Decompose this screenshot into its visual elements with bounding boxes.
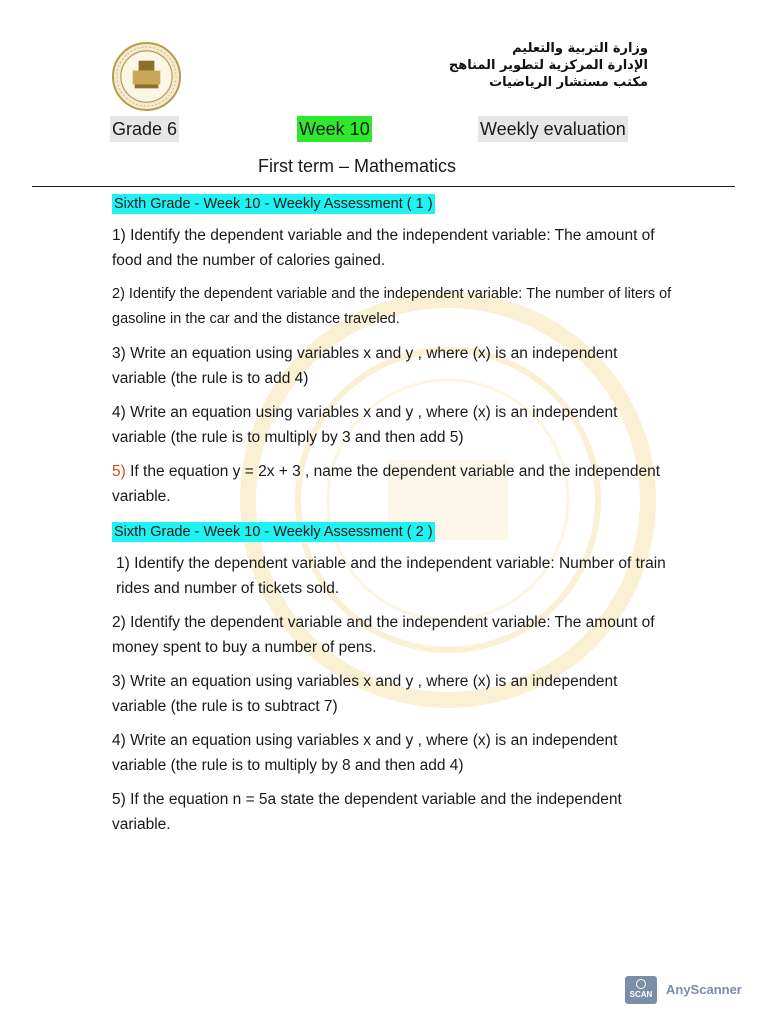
term-subject-title: First term – Mathematics <box>258 156 457 176</box>
question-item: 5) If the equation n = 5a state the dependent variable and the independent variable. <box>112 791 622 833</box>
ministry-seal-logo <box>111 41 182 112</box>
arabic-line-3: مكتب مستشار الرياضيات <box>489 75 648 90</box>
scan-badge-label: SCAN <box>629 990 653 999</box>
question-item: 3) Write an equation using variables x and y , where (x) is an independent variable (the rule is to add 4) <box>112 345 618 387</box>
arabic-line-2: الإدارة المركزية لتطوير المناهج <box>448 58 648 73</box>
ministry-header-arabic <box>388 40 648 91</box>
question-item: 2) Identify the dependent variable and the independent variable: The number of liters of gasoline in the car and the distance traveled. <box>112 286 672 327</box>
assessments-content <box>112 190 672 846</box>
question-item: 1) Identify the dependent variable and the independent variable: The amount of food and the number of calories gained. <box>112 227 655 269</box>
scan-app-icon <box>625 976 657 1004</box>
header-divider <box>32 186 735 187</box>
question-item <box>112 459 672 509</box>
question-text: If the equation y = 2x + 3 , name the dependent variable and the independent variable. <box>112 463 661 505</box>
question-number: 5) <box>112 463 126 480</box>
assessment-heading: Sixth Grade - Week 10 - Weekly Assessment ( 2 ) <box>114 524 433 540</box>
arabic-line-1: وزارة التربية والتعليم <box>512 41 648 56</box>
question-item: 1) Identify the dependent variable and the independent variable: Number of train rides and number of tickets sold. <box>116 555 666 597</box>
evaluation-label: Weekly evaluation <box>478 116 628 142</box>
question-item: 4) Write an equation using variables x and y , where (x) is an independent variable (the rule is to multiply by 3 and then add 5) <box>112 404 618 446</box>
question-item: 3) Write an equation using variables x and y , where (x) is an independent variable (the rule is to subtract 7) <box>112 673 618 715</box>
assessment-section-1 <box>112 190 672 509</box>
question-item: 4) Write an equation using variables x and y , where (x) is an independent variable (the rule is to multiply by 8 and then add 4) <box>112 732 618 774</box>
assessment-section-2 <box>112 518 672 837</box>
assessment-heading: Sixth Grade - Week 10 - Weekly Assessment ( 1 ) <box>114 196 433 212</box>
week-label: Week 10 <box>297 116 372 142</box>
grade-label: Grade 6 <box>110 116 179 142</box>
scanner-app-name: AnyScanner <box>666 982 742 997</box>
question-item: 2) Identify the dependent variable and the independent variable: The amount of money spent to buy a number of pens. <box>112 614 655 656</box>
